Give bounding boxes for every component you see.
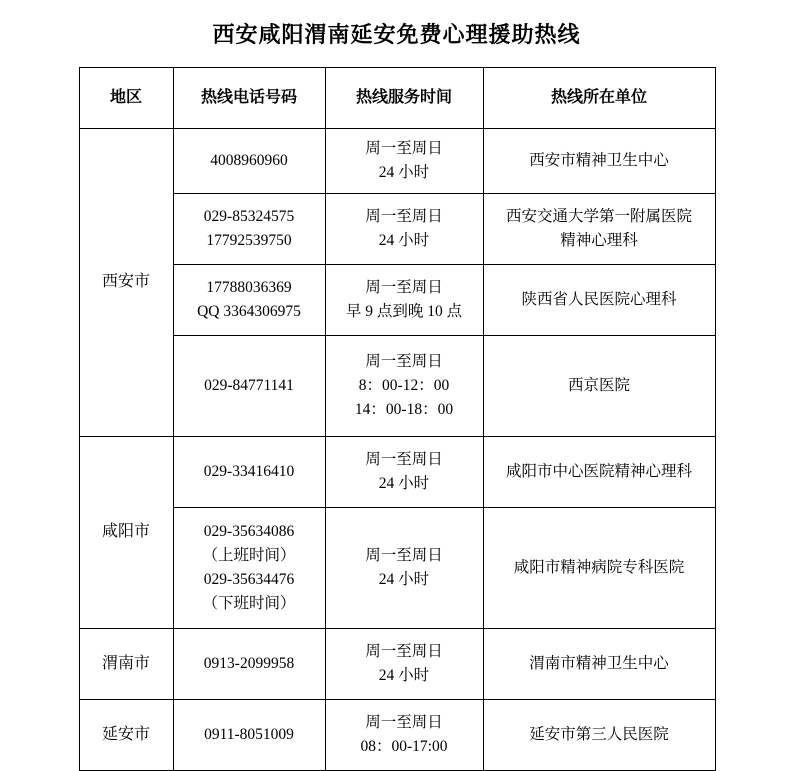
- phone-line: QQ 3364306975: [197, 303, 301, 320]
- unit-line: 西安市精神卫生中心: [529, 151, 669, 169]
- region-cell-xianyang: 咸阳市: [79, 437, 173, 629]
- time-cell: [325, 194, 483, 265]
- unit-cell: [483, 129, 715, 194]
- unit-cell: [483, 194, 715, 265]
- table-row: [79, 194, 715, 265]
- region-cell-yanan: 延安市: [79, 700, 173, 771]
- time-line: 24 小时: [378, 164, 430, 181]
- column-header-phone: 热线电话号码: [173, 68, 325, 129]
- column-header-unit: 热线所在单位: [483, 68, 715, 129]
- hotline-table: [79, 67, 716, 771]
- time-line: 周一至周日: [365, 642, 443, 660]
- phone-line: 0911-8051009: [204, 725, 294, 743]
- time-cell: [325, 129, 483, 194]
- unit-cell: [483, 265, 715, 336]
- phone-line: 029-33416410: [203, 462, 295, 480]
- table-row: [79, 265, 715, 336]
- hotline-table-wrapper: [79, 67, 715, 771]
- unit-cell: [483, 508, 715, 629]
- time-line: 周一至周日: [365, 278, 443, 296]
- phone-line: 029-84771141: [204, 376, 294, 394]
- time-line: 早 9 点到晚 10 点: [345, 303, 463, 320]
- unit-cell: [483, 700, 715, 771]
- phone-note: （上班时间）: [202, 546, 296, 564]
- unit-cell: [483, 336, 715, 437]
- time-line: 24 小时: [378, 667, 430, 684]
- table-row: [79, 700, 715, 771]
- unit-line: 西安交通大学第一附属医院: [505, 207, 692, 225]
- phone-cell: [173, 508, 325, 629]
- phone-line: 4008960960: [210, 151, 288, 169]
- phone-cell: [173, 194, 325, 265]
- phone-line: 17792539750: [206, 232, 292, 249]
- time-line: 周一至周日: [365, 713, 443, 731]
- phone-line: 0913-2099958: [203, 654, 295, 672]
- unit-cell: [483, 437, 715, 508]
- unit-line: 陕西省人民医院心理科: [521, 290, 677, 308]
- column-header-region: 地区: [79, 68, 173, 129]
- unit-line: 咸阳市精神病院专科医院: [513, 558, 685, 576]
- page-title: 西安咸阳渭南延安免费心理援助热线: [212, 22, 581, 47]
- phone-line: 029-85324575: [203, 207, 295, 225]
- phone-cell: [173, 629, 325, 700]
- time-line: 周一至周日: [365, 352, 443, 370]
- unit-cell: [483, 629, 715, 700]
- unit-line: 西京医院: [567, 376, 630, 394]
- phone-cell: [173, 437, 325, 508]
- table-row: [79, 508, 715, 629]
- time-cell: [325, 437, 483, 508]
- column-header-time: 热线服务时间: [325, 68, 483, 129]
- time-line: 周一至周日: [365, 546, 443, 564]
- region-cell-weinan: 渭南市: [79, 629, 173, 700]
- time-line: 14：00-18：00: [354, 401, 454, 418]
- phone-cell: [173, 700, 325, 771]
- phone-cell: [173, 129, 325, 194]
- time-line: 周一至周日: [365, 139, 443, 157]
- time-cell: [325, 629, 483, 700]
- document-page: [0, 18, 793, 755]
- phone-line: 029-35634086: [203, 522, 295, 540]
- phone-line: 17788036369: [206, 278, 292, 296]
- table-row: [79, 129, 715, 194]
- region-cell-xian: 西安市: [79, 129, 173, 437]
- time-line: 周一至周日: [365, 207, 443, 225]
- phone-cell: [173, 265, 325, 336]
- table-header: [79, 68, 715, 129]
- phone-line: 029-35634476: [203, 571, 295, 588]
- time-line: 24 小时: [378, 571, 430, 588]
- time-line: 8：00-12：00: [358, 376, 450, 394]
- unit-line: 咸阳市中心医院精神心理科: [505, 462, 692, 480]
- table-row: [79, 336, 715, 437]
- unit-line: 精神心理科: [560, 232, 638, 249]
- table-header-row: [79, 68, 715, 129]
- unit-line: 渭南市精神卫生中心: [529, 654, 669, 672]
- time-cell: [325, 336, 483, 437]
- unit-line: 延安市第三人民医院: [529, 725, 669, 743]
- time-line: 24 小时: [378, 475, 430, 492]
- table-body: [79, 129, 715, 771]
- table-row: [79, 437, 715, 508]
- time-line: 24 小时: [378, 232, 430, 249]
- table-row: [79, 629, 715, 700]
- time-line: 周一至周日: [365, 450, 443, 468]
- time-cell: [325, 265, 483, 336]
- time-cell: [325, 508, 483, 629]
- time-cell: [325, 700, 483, 771]
- phone-cell: [173, 336, 325, 437]
- phone-note: （下班时间）: [202, 595, 296, 613]
- time-line: 08：00-17:00: [360, 738, 448, 755]
